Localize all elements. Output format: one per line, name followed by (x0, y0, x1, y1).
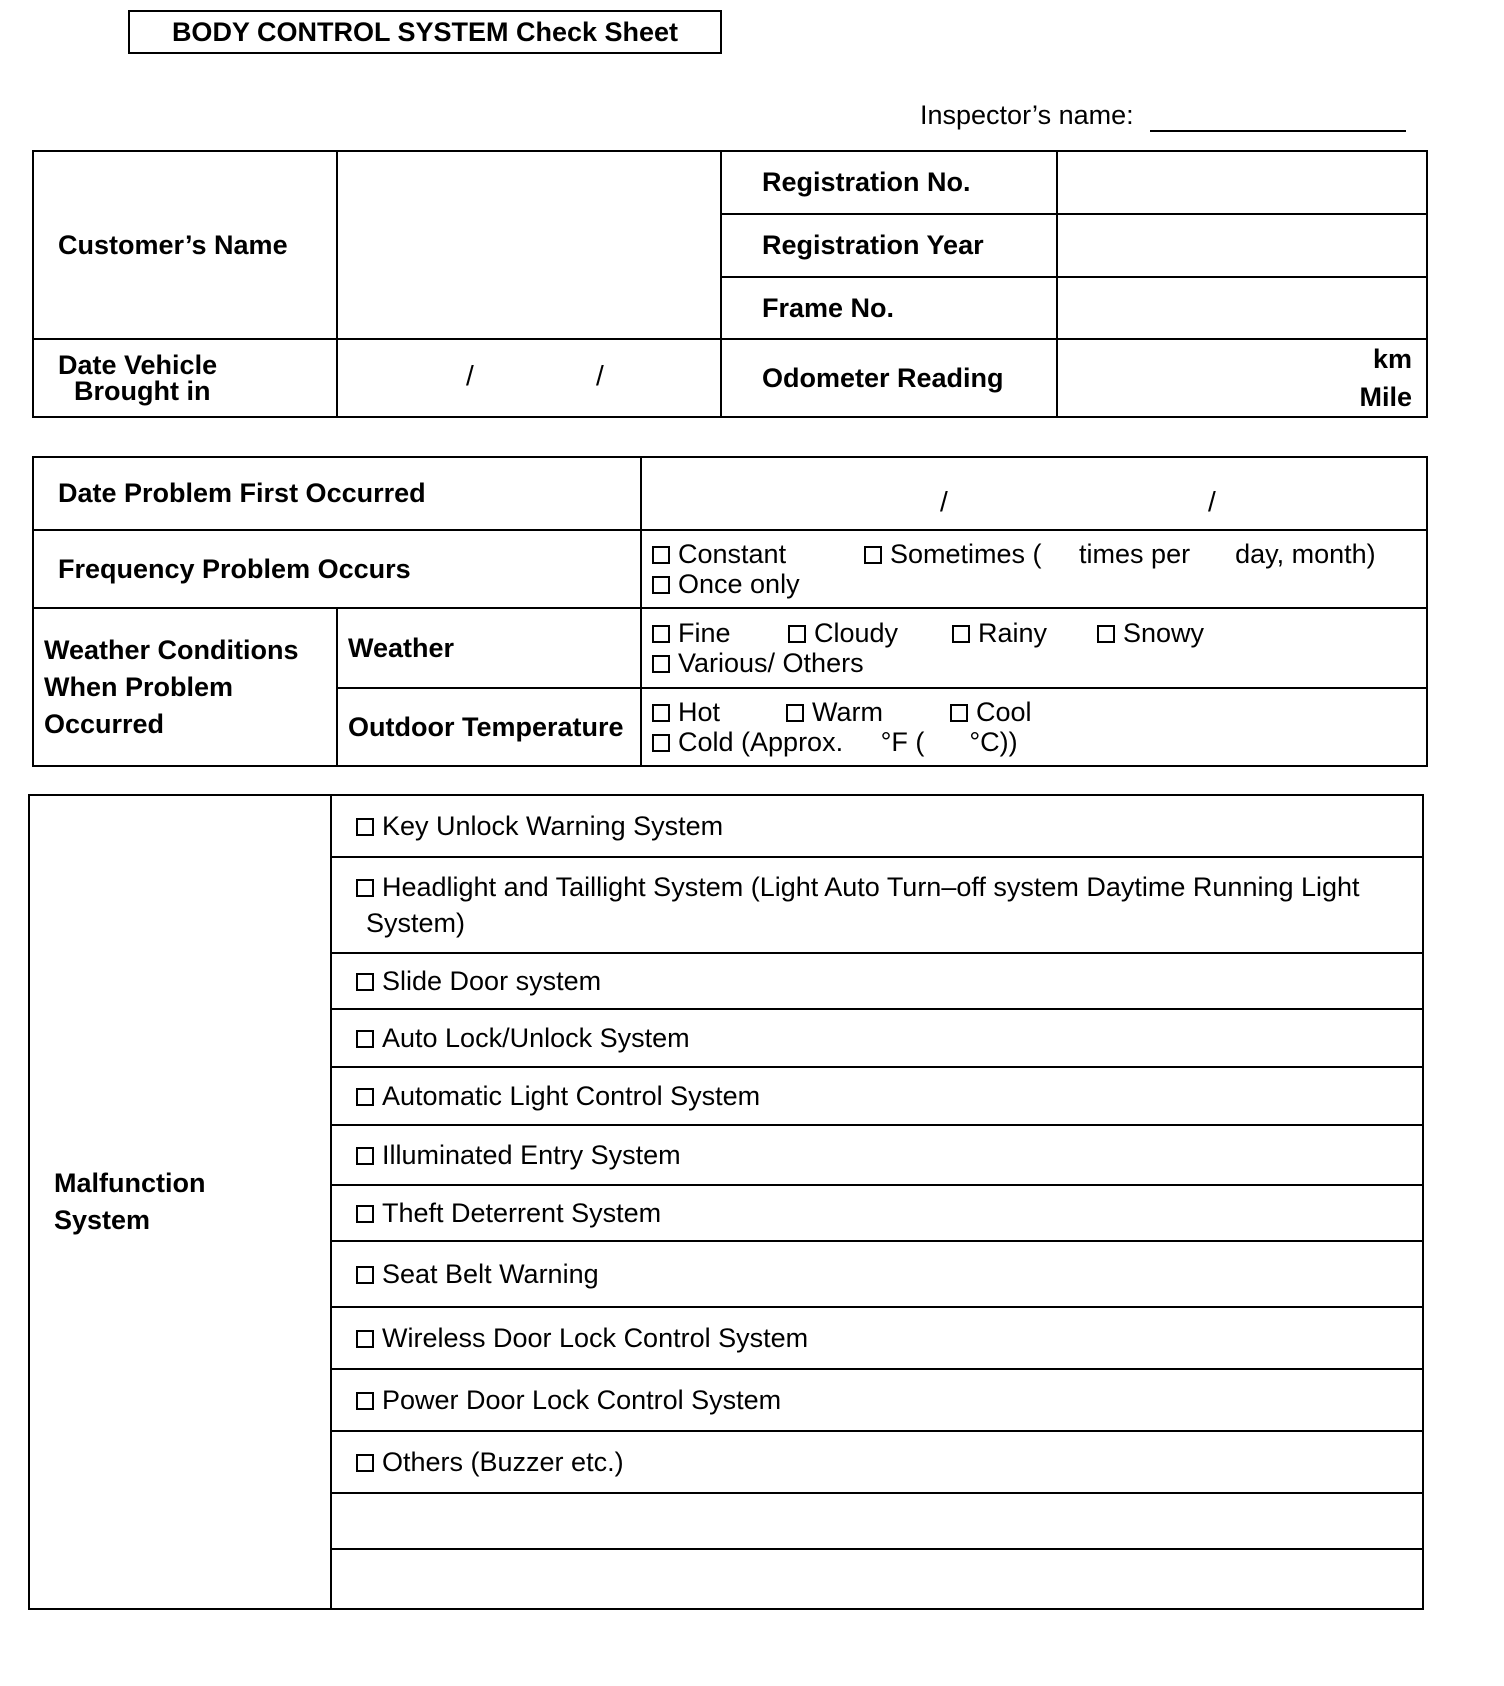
checkbox[interactable] (356, 879, 374, 897)
weather-various-option[interactable]: Various/ Others (652, 648, 864, 678)
outdoor-temperature-label: Outdoor Temperature (337, 688, 641, 766)
temp-cold-option[interactable]: Cold (Approx. °F ( °C)) (652, 727, 1018, 757)
checkbox[interactable] (356, 1454, 374, 1472)
date-separator: / (940, 486, 948, 517)
registration-no-field[interactable] (1057, 151, 1427, 214)
system-item-blank[interactable] (331, 1549, 1423, 1609)
inspector-name-label: Inspector’s name: (920, 100, 1134, 130)
malfunction-system-label-line2: System (54, 1205, 151, 1235)
system-item-others[interactable]: Others (Buzzer etc.) (331, 1431, 1423, 1493)
date-brought-in-label-line1: Date Vehicle (58, 350, 218, 380)
checkbox[interactable] (356, 1030, 374, 1048)
checkbox[interactable] (786, 704, 804, 722)
checkbox[interactable] (652, 734, 670, 752)
system-item-blank[interactable] (331, 1493, 1423, 1549)
system-item-wireless-door-lock[interactable]: Wireless Door Lock Control System (331, 1307, 1423, 1369)
problem-info-table (32, 456, 1428, 767)
weather-options (641, 608, 1427, 688)
checkbox[interactable] (788, 625, 806, 643)
odometer-unit-km: km (1372, 344, 1412, 374)
system-item-slide-door[interactable]: Slide Door system (331, 953, 1423, 1009)
weather-snowy-option[interactable]: Snowy (1097, 618, 1204, 648)
weather-cloudy-option[interactable]: Cloudy (788, 618, 952, 648)
customer-name-field[interactable] (337, 151, 721, 339)
checkbox[interactable] (652, 625, 670, 643)
system-item-theft-deterrent[interactable]: Theft Deterrent System (331, 1185, 1423, 1241)
weather-rainy-option[interactable]: Rainy (952, 618, 1097, 648)
checkbox[interactable] (1097, 625, 1115, 643)
vehicle-info-table (32, 150, 1428, 418)
system-item-auto-lock[interactable]: Auto Lock/Unlock System (331, 1009, 1423, 1067)
date-separator: / (596, 360, 604, 391)
temperature-options (641, 688, 1427, 766)
frame-no-field[interactable] (1057, 277, 1427, 339)
system-item-headlight-cont: System) (366, 908, 466, 938)
temp-hot-option[interactable]: Hot (652, 697, 786, 727)
freq-constant-option[interactable]: Constant (652, 539, 864, 569)
date-brought-in-label (33, 339, 337, 417)
weather-fine-option[interactable]: Fine (652, 618, 788, 648)
checkbox[interactable] (356, 1147, 374, 1165)
checkbox[interactable] (652, 546, 670, 564)
date-brought-in-label-line2: Brought in (74, 376, 211, 406)
system-item-headlight[interactable]: Headlight and Taillight System (Light Auto Turn–off system Daytime Running Light System) (331, 857, 1423, 953)
checkbox[interactable] (356, 973, 374, 991)
malfunction-system-label-line1: Malfunction (54, 1168, 206, 1198)
checkbox[interactable] (864, 546, 882, 564)
temp-warm-option[interactable]: Warm (786, 697, 950, 727)
checkbox[interactable] (356, 1392, 374, 1410)
date-separator: / (466, 360, 474, 391)
weather-conditions-line3: Occurred (44, 708, 165, 739)
date-separator: / (1208, 486, 1216, 517)
date-problem-first-field[interactable] (641, 457, 1427, 530)
checkbox[interactable] (356, 1266, 374, 1284)
checkbox[interactable] (356, 1088, 374, 1106)
registration-year-field[interactable] (1057, 214, 1427, 277)
weather-label: Weather (337, 608, 641, 688)
system-item-auto-light[interactable]: Automatic Light Control System (331, 1067, 1423, 1125)
weather-conditions-line2: When Problem (44, 671, 234, 702)
odometer-field[interactable] (1057, 339, 1427, 417)
system-item-illuminated-entry[interactable]: Illuminated Entry System (331, 1125, 1423, 1185)
checkbox[interactable] (950, 704, 968, 722)
freq-sometimes-option[interactable]: Sometimes ( times per day, month) (864, 539, 1376, 569)
registration-year-label: Registration Year (721, 214, 1057, 277)
malfunction-system-table (28, 794, 1424, 1610)
checkbox[interactable] (356, 1330, 374, 1348)
temp-cool-option[interactable]: Cool (950, 697, 1032, 727)
customer-name-label: Customer’s Name (33, 151, 337, 339)
weather-conditions-line1: Weather Conditions (44, 634, 299, 665)
page-title: BODY CONTROL SYSTEM Check Sheet (128, 10, 722, 54)
checkbox[interactable] (652, 704, 670, 722)
frequency-options (641, 530, 1427, 608)
checkbox[interactable] (652, 576, 670, 594)
frame-no-label: Frame No. (721, 277, 1057, 339)
checkbox[interactable] (652, 655, 670, 673)
date-problem-first-label: Date Problem First Occurred (33, 457, 641, 530)
frequency-label: Frequency Problem Occurs (33, 530, 641, 608)
registration-no-label: Registration No. (721, 151, 1057, 214)
checkbox[interactable] (356, 818, 374, 836)
weather-conditions-label (33, 608, 337, 766)
system-item-seat-belt[interactable]: Seat Belt Warning (331, 1241, 1423, 1307)
date-brought-in-field[interactable] (337, 339, 721, 417)
system-item-power-door-lock[interactable]: Power Door Lock Control System (331, 1369, 1423, 1431)
checkbox[interactable] (952, 625, 970, 643)
checkbox[interactable] (356, 1205, 374, 1223)
system-item-key-unlock[interactable]: Key Unlock Warning System (331, 795, 1423, 857)
odometer-unit-mile: Mile (1359, 382, 1412, 412)
odometer-label: Odometer Reading (721, 339, 1057, 417)
inspector-name-field[interactable] (1150, 130, 1406, 132)
freq-once-option[interactable]: Once only (652, 569, 800, 599)
malfunction-system-label (29, 795, 331, 1609)
